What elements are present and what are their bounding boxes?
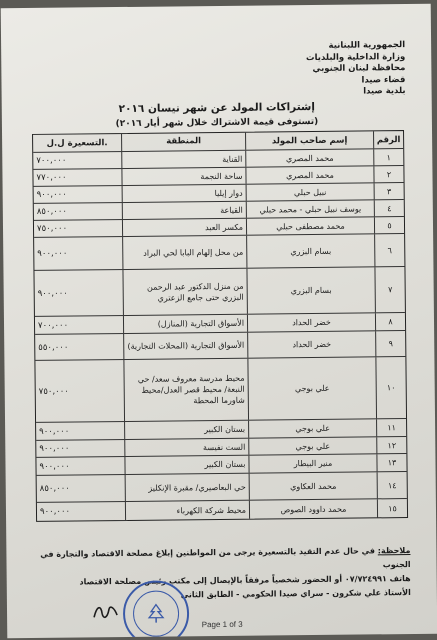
notice-text-3: الأستاذ علي شكرون - سراي صيدا الحكومي - الطابق الثاني — [180, 588, 411, 600]
letterhead-line: قضاء صيدا — [361, 74, 406, 85]
notice-text-2: هاتف ٠٧/٧٢٤٩٩١ أو الحضور شخصياً مرفقاً بالإيصال إلى مكتب رئيس مصلحة الاقتصاد — [79, 574, 411, 587]
row-fee: ٧٠٠,٠٠٠ — [37, 320, 69, 331]
row-generator-owner: محمد مصطفى حبلي — [246, 217, 374, 234]
row-num: ١١ — [376, 419, 406, 436]
row-fee: ٩٠٠,٠٠٠ — [37, 248, 68, 259]
row-area: محيط مدرسة معروف سعد/ حي النبعة/ محيط قصر العدل/محيط شاورما المحطة — [123, 359, 248, 421]
row-num: ٨ — [375, 313, 405, 330]
row-fee: ٩٠٠,٠٠٠ — [39, 461, 70, 472]
row-area: بستان الكبير — [124, 456, 248, 474]
row-fee: ٩٠٠,٠٠٠ — [36, 189, 67, 200]
row-num: ١ — [373, 149, 403, 165]
row-fee: ٧٧٠,٠٠٠ — [36, 172, 67, 183]
row-generator-owner: بسام البزري — [246, 234, 374, 267]
row-generator-owner: يوسف نبيل حبلي - محمد حبلي — [246, 200, 374, 217]
document-title: إشتراكات المولد عن شهر نيسان ٢٠١٦ — [118, 100, 315, 116]
letterhead-line: محافظة لبنان الجنوبي — [312, 63, 406, 75]
header-area: المنطقة — [121, 133, 245, 151]
row-generator-owner: علي بوجي — [248, 419, 376, 437]
row-area: الأسواق التجارية (المنازل) — [123, 315, 247, 333]
row-area: الست نفيسة — [124, 439, 248, 456]
row-generator-owner: علي بوجي — [247, 357, 376, 419]
row-num: ٦ — [374, 234, 404, 266]
row-generator-owner: منير البيطار — [248, 454, 376, 472]
row-area: من محل إلهام البابا لحي البراد — [122, 236, 246, 269]
table-body — [33, 149, 407, 521]
row-generator-owner: محمد المصري — [245, 149, 373, 166]
header-num: الرقم — [373, 131, 403, 148]
row-area: القياعة — [122, 202, 246, 219]
row-fee: ٩٠٠,٠٠٠ — [39, 426, 70, 437]
signature-icon — [91, 601, 121, 623]
row-generator-owner: محمد المصري — [245, 166, 373, 183]
row-num: ١٤ — [377, 472, 407, 498]
row-generator-owner: خضر الحداد — [247, 331, 375, 357]
header-fee: التسعيرة ل.ل. — [46, 137, 108, 149]
row-num: ٣ — [374, 183, 404, 199]
row-num: ١٠ — [375, 357, 406, 418]
row-area: حي البعاصيري/ مقبرة الإنكليز — [125, 474, 249, 501]
row-fee: ٨٥٠,٠٠٠ — [36, 206, 68, 217]
notice — [20, 544, 411, 604]
row-num: ١٢ — [376, 437, 406, 453]
row-area: محيط شركة الكهرباء — [125, 501, 249, 520]
letterhead-line: وزارة الداخلية والبلديات — [305, 51, 406, 63]
table-row — [35, 331, 405, 361]
row-num: ٧ — [374, 267, 404, 312]
row-area: ساحة النجمة — [121, 168, 245, 185]
document-subtitle: (تستوفى قيمة الاشتراك خلال شهر أيار ٢٠١٦) — [115, 116, 319, 130]
table-row — [37, 472, 407, 503]
row-num: ١٣ — [376, 454, 406, 471]
row-generator-owner: محمد داوود الصوص — [249, 499, 377, 518]
row-fee: ٨٥٠,٠٠٠ — [39, 483, 70, 494]
row-fee: ٧٠٠,٠٠٠ — [36, 155, 67, 166]
letterhead-line: بلدية صيدا — [363, 86, 406, 97]
row-fee: ٩٠٠,٠٠٠ — [37, 288, 68, 299]
row-area: بستان الكبير — [124, 421, 248, 439]
row-generator-owner: نبيل حبلي — [246, 183, 374, 200]
subscriptions-table — [32, 130, 408, 522]
row-num: ١٥ — [377, 499, 407, 517]
row-area: القناية — [121, 151, 245, 168]
row-generator-owner: بسام البزري — [246, 267, 374, 313]
row-num: ٤ — [374, 200, 404, 216]
row-area: دوار إيليا — [122, 185, 246, 202]
document-page — [1, 4, 437, 638]
row-area: من منزل الدكتور عبد الرحمن البزري حتى جامع الزعتري — [122, 269, 246, 315]
table-row — [34, 267, 404, 317]
header-name: إسم صاحب المولد — [245, 131, 373, 149]
notice-label: ملاحظة: — [377, 546, 411, 556]
row-fee: ٩٠٠,٠٠٠ — [39, 443, 70, 454]
letterhead-line: الجمهورية اللبنانية — [328, 40, 406, 51]
notice-text-1: في حال عدم التقيد بالتسعيرة يرجى من المواطنين إبلاغ مصلحة الاقتصاد والتجارة في الجنوب — [40, 546, 411, 570]
row-generator-owner: خضر الحداد — [247, 313, 375, 331]
table-row — [34, 234, 404, 271]
page-number: Page 1 of 3 — [201, 619, 243, 630]
row-generator-owner: علي بوجي — [248, 437, 376, 454]
table-row — [37, 499, 407, 521]
row-area: الأسواق التجارية (المحلات التجارية) — [123, 333, 247, 359]
cedar-icon — [133, 590, 179, 636]
row-generator-owner: محمد العكاوي — [249, 472, 377, 499]
letterhead — [306, 40, 406, 99]
notice-line-1 — [20, 544, 410, 576]
row-fee: ٧٥٠,٠٠٠ — [38, 386, 69, 397]
row-num: ٥ — [374, 217, 404, 233]
row-fee: ٩٠٠,٠٠٠ — [39, 506, 71, 517]
table-row — [35, 357, 406, 423]
row-fee: ٧٥٠,٠٠٠ — [36, 223, 68, 234]
row-num: ٢ — [373, 166, 403, 182]
row-fee: ٥٥٠,٠٠٠ — [38, 342, 69, 353]
row-area: مكسر العبد — [122, 219, 246, 236]
row-num: ٩ — [375, 331, 405, 356]
